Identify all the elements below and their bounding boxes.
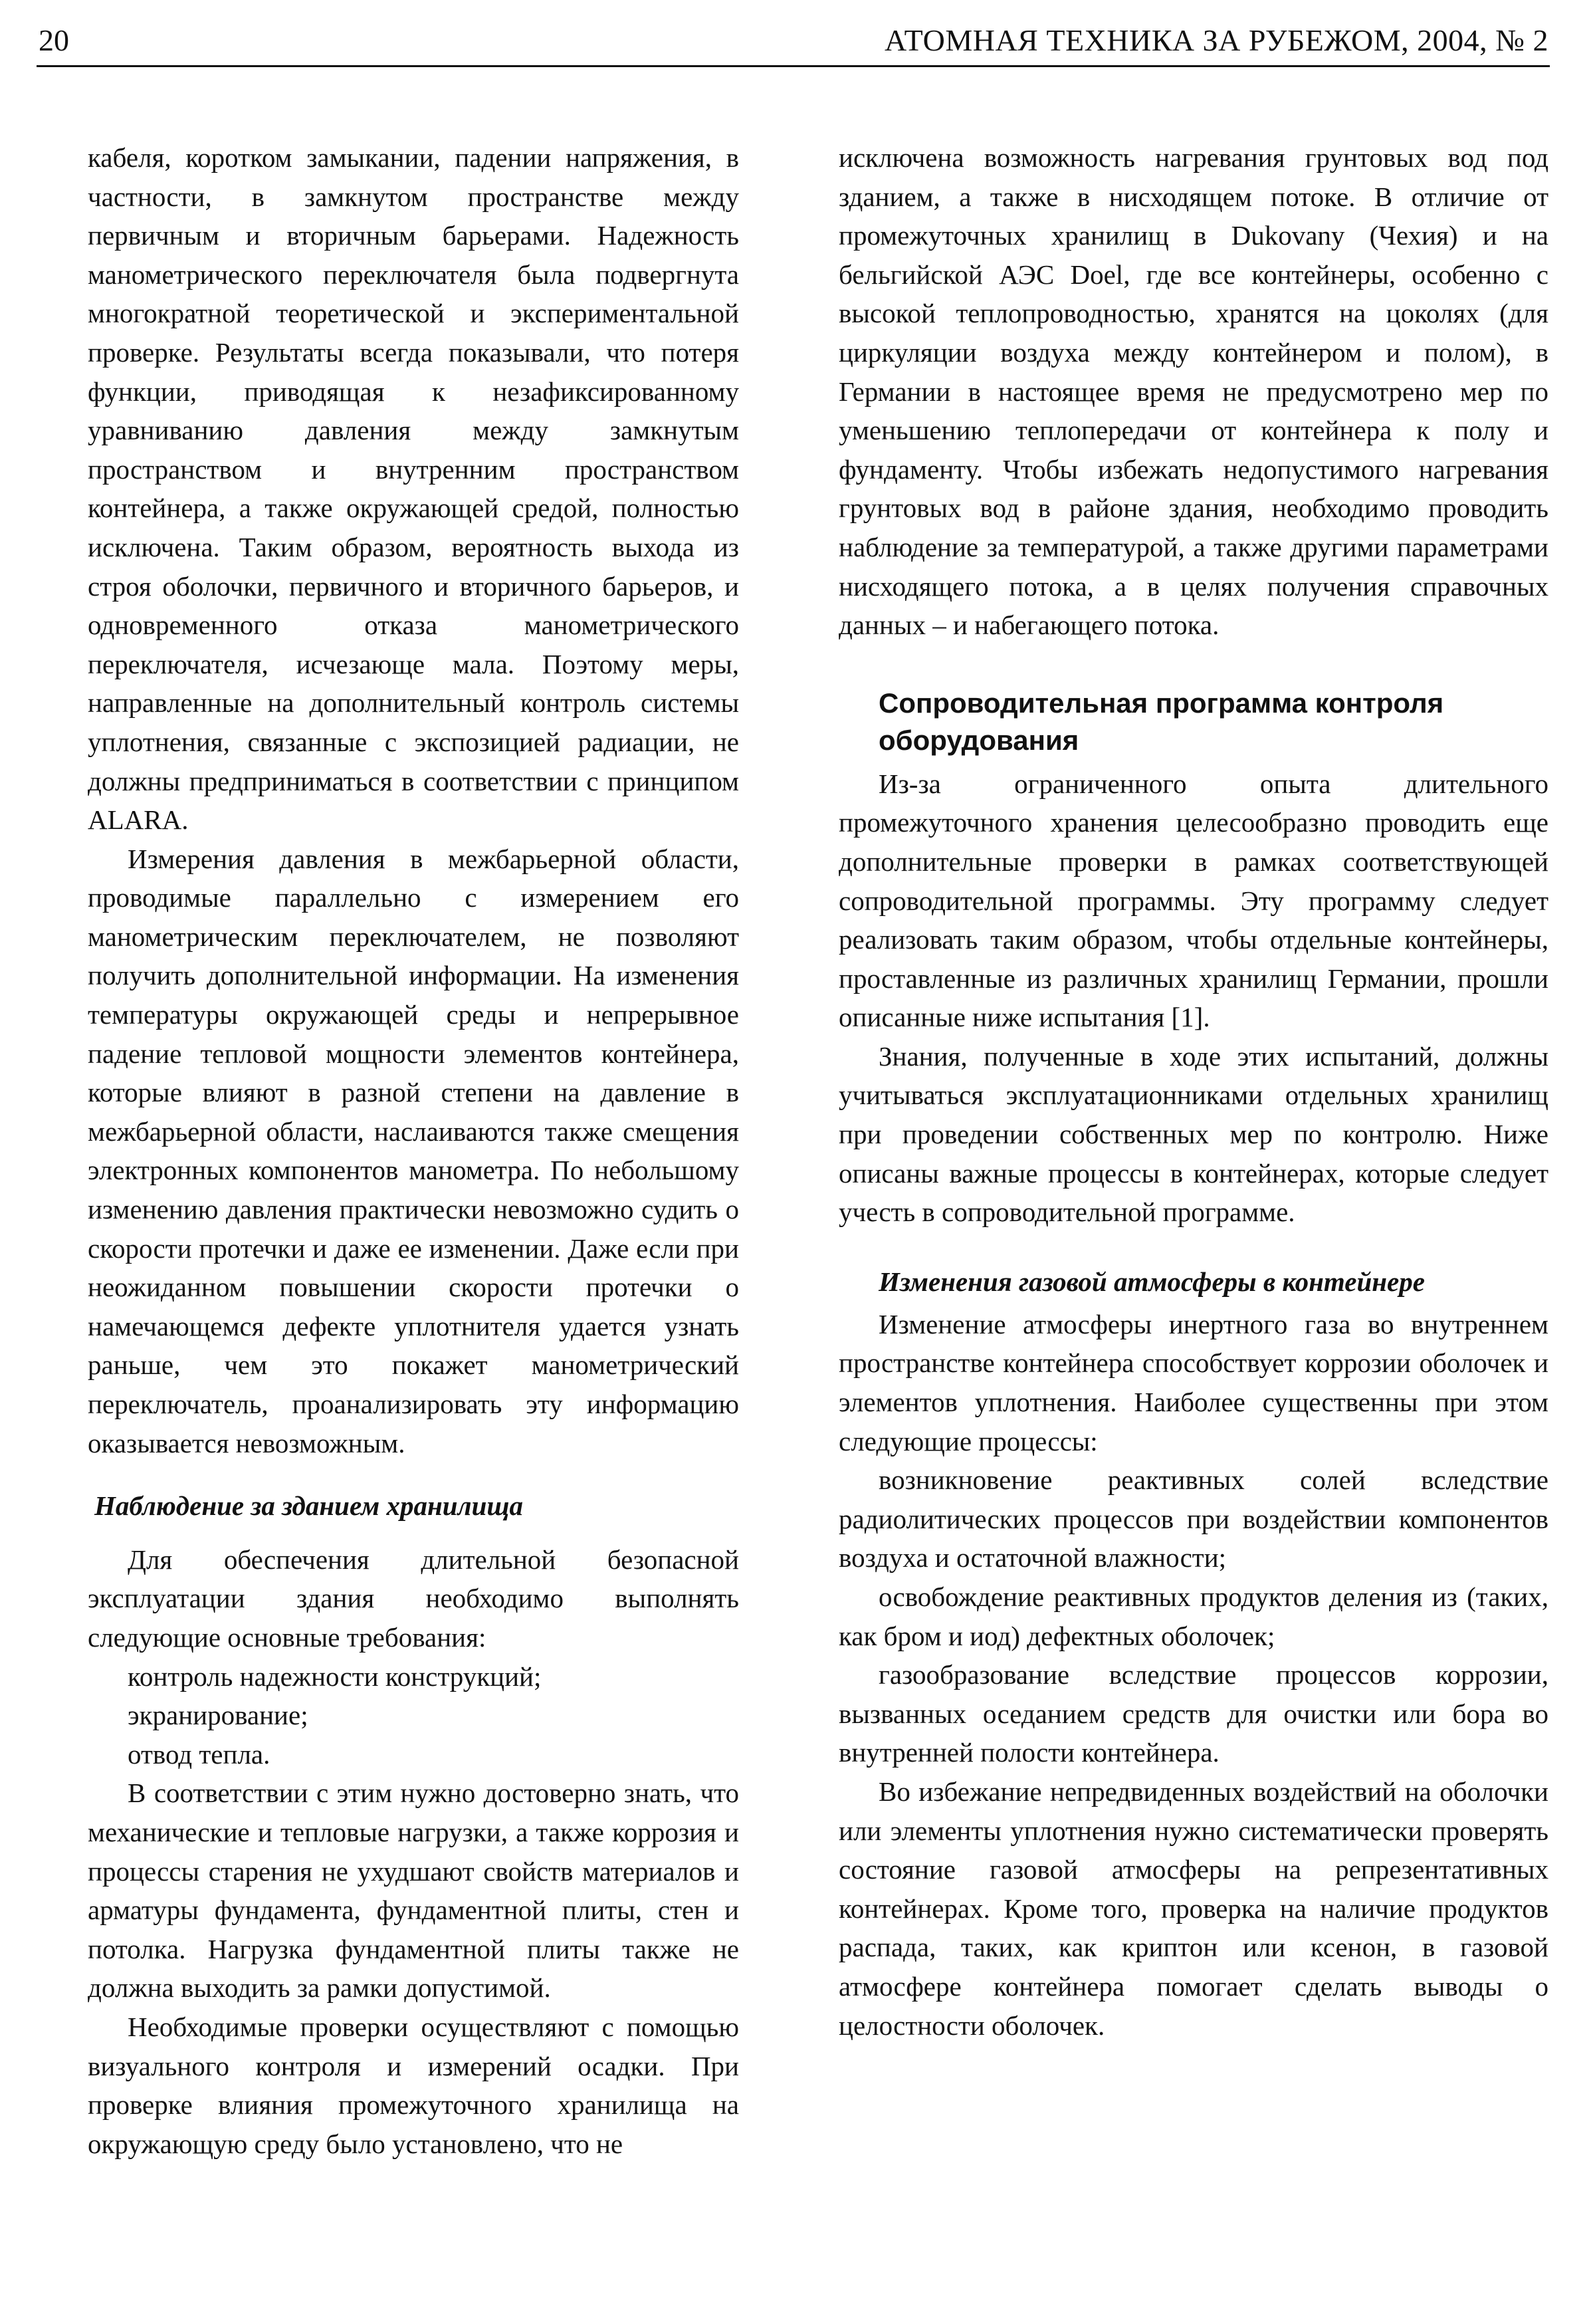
paragraph: кабеля, коротком замыкании, падении напряжения, в частности, в замкнутом пространстве между первичным и вторичным барьерами. Надежность манометрического переключателя была подвергнута многократной теоретической и экспериментальной проверке. Результаты всегда показывали, что потеря функции, приводящая к незафиксированному уравниванию давления между замкнутым пространством и внутренним пространством контейнера, а также окружающей средой, полностью исключена. Таким образом, вероятность выхода из строя оболочки, первичного и вторичного барьеров, и одновременного отказа манометрического переключателя, исчезающе мала. Поэтому меры, направленные на дополнительный контроль системы уплотнения, связанные с экспозицией радиации, не должны предприниматься в соответствии с принципом ALARA.	[88, 142, 739, 836]
paragraph: Для обеспечения длительной безопасной эксплуатации здания необходимо выполнять следующие основные требования:	[88, 1544, 739, 1653]
left-column	[88, 138, 739, 2163]
paragraph: Знания, полученные в ходе этих испытаний, должны учитываться эксплуатационниками отдельных хранилищ при проведении собственных мер по контролю. Ниже описаны важные процессы в контейнерах, которые следует учесть в сопроводительной программе.	[839, 1040, 1548, 1228]
paragraph: Из-за ограниченного опыта длительного промежуточного хранения целесообразно проводить еще дополнительные проверки в рамках соответствующей сопроводительной программы. Эту программу следует реализовать таким образом, чтобы отдельные контейнеры, проставленные из различных хранилищ Германии, прошли описанные ниже испытания [1].	[839, 768, 1548, 1033]
paragraph: газообразование вследствие процессов коррозии, вызванных оседанием средств для очистки или бора во внутренней полости контейнера.	[839, 1659, 1548, 1768]
paragraph: Во избежание непредвиденных воздействий на оболочки или элементы уплотнения нужно систематически проверять состояние газовой атмосферы на репрезентативных контейнерах. Кроме того, проверка на наличие продуктов распада, таких, как криптон или ксенон, в газовой атмосфере контейнера помогает сделать выводы о целостности оболочек.	[839, 1776, 1548, 2041]
paragraph: В соответствии с этим нужно достоверно знать, что механические и тепловые нагрузки, а также коррозия и процессы старения не ухудшают свойств материалов и арматуры фундамента, фундаментной плиты, стен и потолка. Нагрузка фундаментной плиты также не должна выходить за рамки допустимой.	[88, 1778, 739, 2004]
paragraph: освобождение реактивных продуктов деления из (таких, как бром и иод) дефектных оболочек;	[839, 1581, 1548, 1651]
right-column	[839, 138, 1548, 2045]
list-item: контроль надежности конструкций;	[128, 1661, 542, 1692]
paragraph: возникновение реактивных солей вследствие радиолитических процессов при воздействии компонентов воздуха и остаточной влажности;	[839, 1464, 1548, 1573]
section-heading: Сопроводительная программа контроля оборудования	[879, 687, 1444, 756]
list-item: отвод тепла.	[128, 1738, 270, 1770]
paragraph: Изменение атмосферы инертного газа во внутреннем пространстве контейнера способствует коррозии оболочек и элементов уплотнения. Наиболее существенны при этом следующие процессы:	[839, 1308, 1548, 1456]
paragraph: Измерения давления в межбарьерной области, проводимые параллельно с измерением его манометрическим переключателем, не позволяют получить дополнительной информации. На изменения температуры окружающей среды и непрерывное падение тепловой мощности элементов контейнера, которые влияют в разной степени на давление в межбарьерной области, наслаиваются также смещения электронных компонентов манометра. По небольшому изменению давления практически невозможно судить о скорости протечки и даже ее изменении. Даже если при неожиданном повышении скорости протечки о намечающемся дефекте уплотнителя удается узнать раньше, чем это покажет манометрический переключатель, проанализировать эту информацию оказывается невозможным.	[88, 843, 739, 1458]
subsection-heading: Изменения газовой атмосферы в контейнере	[879, 1266, 1425, 1297]
page-number: 20	[39, 23, 69, 57]
section-heading: Наблюдение за зданием хранилища	[94, 1490, 524, 1522]
paragraph: Необходимые проверки осуществляют с помощью визуального контроля и измерений осадки. При проверке влияния промежуточного хранилища на окружающую среду было установлено, что не	[88, 2011, 739, 2159]
header-rule	[37, 65, 1550, 67]
list-item: экранирование;	[128, 1700, 308, 1731]
running-header: АТОМНАЯ ТЕХНИКА ЗА РУБЕЖОМ, 2004, № 2	[884, 23, 1548, 57]
paragraph: исключена возможность нагревания грунтовых вод под зданием, а также в нисходящем потоке. В отличие от промежуточных хранилищ в Dukovany (Чехия) и на бельгийской АЭС Doel, где все контейнеры, особенно с высокой теплопроводностью, хранятся на цоколях (для циркуляции воздуха между контейнером и полом), в Германии в настоящее время не предусмотрено мер по уменьшению теплопередачи от контейнера к полу и фундаменту. Чтобы избежать недопустимого нагревания грунтовых вод в районе здания, необходимо проводить наблюдение за температурой, а также другими параметрами нисходящего потока, а в целях получения справочных данных – и набегающего потока.	[839, 142, 1548, 641]
